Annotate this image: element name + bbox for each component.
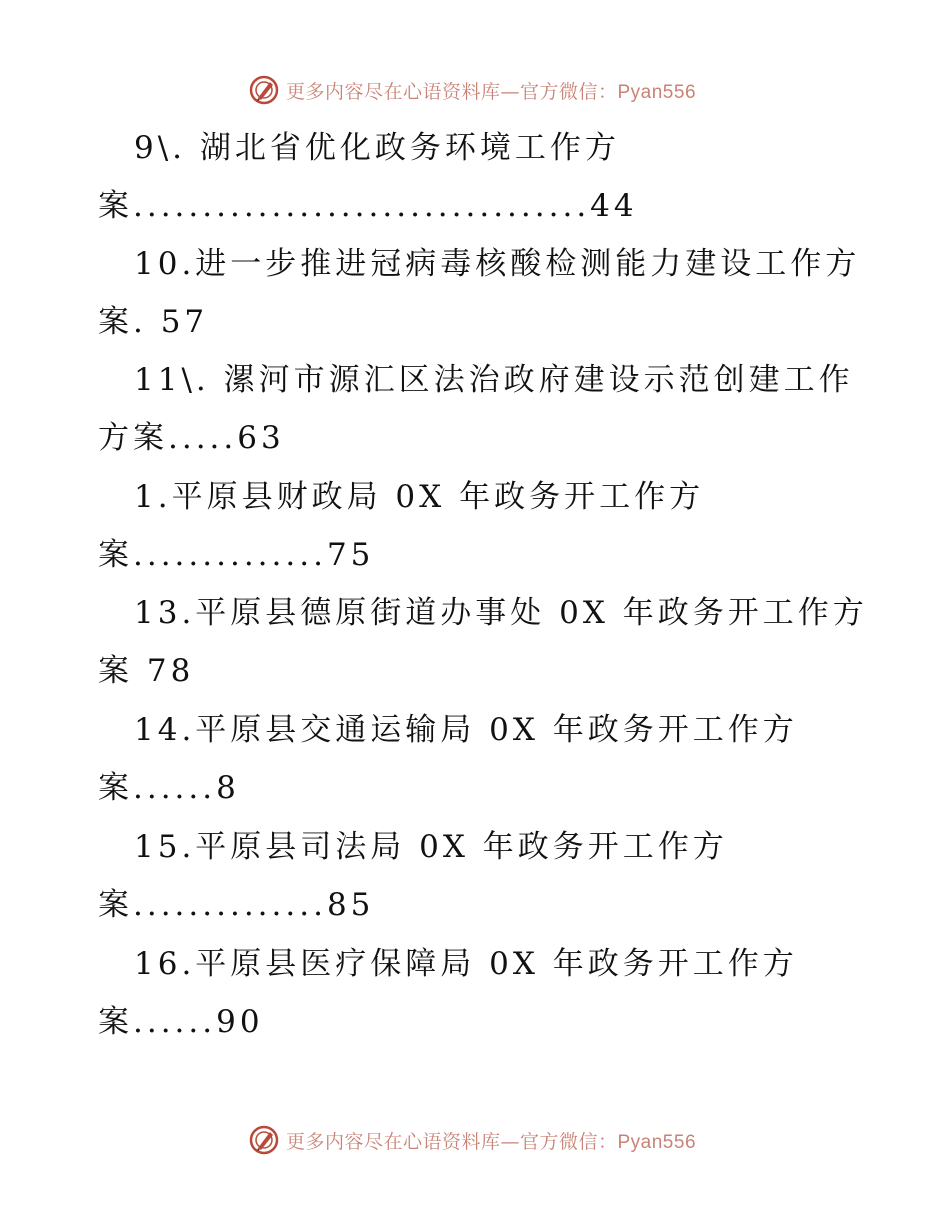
toc-line: 方案.....63: [98, 420, 285, 456]
toc-line: 案..............75: [98, 537, 375, 573]
toc-line: 案. 57: [98, 304, 209, 340]
toc-line: 14.平原县交通运输局 0X 年政务开工作方: [134, 712, 798, 748]
toc-line: 16.平原县医疗保障局 0X 年政务开工作方: [134, 946, 798, 982]
toc-line: 案 78: [98, 653, 195, 689]
toc-line: 10.进一步推进冠病毒核酸检测能力建设工作方: [134, 246, 861, 282]
header-wechat-id: Pyan556: [617, 81, 697, 103]
header-banner: [0, 70, 950, 110]
header-banner-content: [248, 74, 696, 106]
header-banner-text: 更多内容尽在心语资料库—官方微信：Pyan556: [285, 80, 697, 103]
toc-line: 15.平原县司法局 0X 年政务开工作方: [134, 829, 728, 865]
footer-banner: [0, 1120, 950, 1160]
footer-banner-text: 更多内容尽在心语资料库—官方微信：Pyan556: [285, 1130, 697, 1153]
toc-line: 13.平原县德原街道办事处 0X 年政务开工作方: [134, 595, 868, 631]
toc-line: 案......8: [98, 770, 240, 806]
footer-wechat-id: Pyan556: [617, 1131, 697, 1153]
toc-line: 9\. 湖北省优化政务环境工作方: [134, 130, 620, 166]
toc-line: 案..............85: [98, 887, 375, 923]
pen-logo-icon: [248, 1124, 280, 1156]
toc-line: 11\. 漯河市源汇区法治政府建设示范创建工作: [134, 362, 854, 398]
pen-logo-icon: [248, 74, 280, 106]
footer-banner-content: [248, 1124, 696, 1156]
toc-line: 1.平原县财政局 0X 年政务开工作方: [134, 479, 705, 515]
toc-line: 案.................................44: [98, 188, 638, 224]
toc-line: 案......90: [98, 1004, 264, 1040]
